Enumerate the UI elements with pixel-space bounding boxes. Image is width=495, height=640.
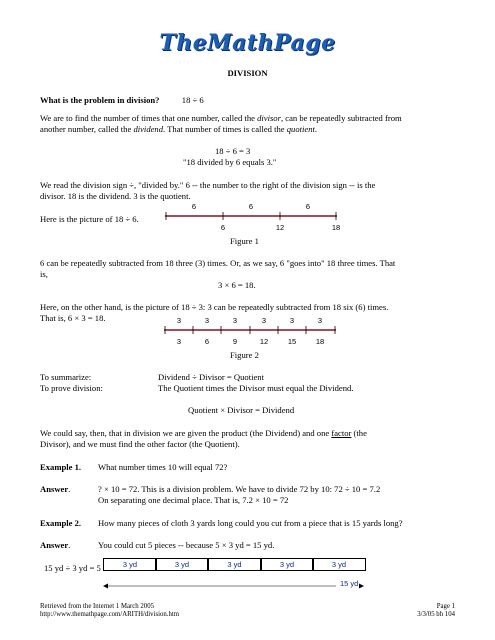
example1-answer-line1: ? × 10 = 72. This is a division problem. We have to divide 72 by 10: 72 ÷ 10 = 7.2 xyxy=(98,484,381,494)
para2-line2: divisor. 18 is the dividend. 3 is the quotient. xyxy=(40,191,191,201)
figure-2 xyxy=(164,317,344,347)
question-expr: 18 ÷ 6 xyxy=(181,95,204,105)
cloth-piece: 3 yd xyxy=(207,558,262,571)
equation-2: 3 × 6 = 18. xyxy=(218,280,256,290)
summary-label: To summarize: xyxy=(40,372,92,382)
figure2-bottom-label: 3 xyxy=(176,337,182,346)
summary-text: Dividend ÷ Divisor = Quotient xyxy=(158,372,264,382)
para5-line2: Divisor), and we must find the other factor (the Quotient). xyxy=(40,439,240,449)
example2-line xyxy=(40,518,81,529)
footer-retrieved: Retrieved from the Internet 1 March 2005 xyxy=(40,603,154,610)
footer-url[interactable]: http://www.themathpage.com/ARITH/division.htm xyxy=(40,611,180,618)
figure2-top-label: 3 xyxy=(176,316,182,325)
para4-line1: Here, on the other hand, is the picture of 18 ÷ 3: 3 can be repeatedly subtracted from 18 six (6) times. xyxy=(40,302,389,312)
figure1-caption: Figure 1 xyxy=(230,236,259,246)
example1-line xyxy=(40,462,81,473)
para1-line2: another number, called the dividend. That number of times is called the quotient. xyxy=(40,124,318,134)
para3-line2: is, xyxy=(40,269,48,279)
figure2-top-label: 3 xyxy=(317,316,323,325)
figure2-top-label: 3 xyxy=(204,316,210,325)
example2-label: Example 2. xyxy=(40,518,82,528)
question-line xyxy=(40,95,204,106)
example2-question: How many pieces of cloth 3 yards long could you cut from a piece that is 15 yards long? xyxy=(98,518,403,528)
figure2-top-label: 3 xyxy=(289,316,295,325)
cloth-piece: 3 yd xyxy=(155,558,209,571)
term-divisor: divisor xyxy=(257,113,281,123)
prove-label: To prove division: xyxy=(40,383,103,393)
para3-line1: 6 can be repeatedly subtracted from 18 three (3) times. Or, as we say, 6 "goes into" 18 three times. That xyxy=(40,258,396,268)
equation-1: 18 ÷ 6 = 3 xyxy=(215,146,251,156)
factor-link[interactable]: factor xyxy=(331,428,352,438)
footer-page: Page 1 xyxy=(436,603,455,610)
total-length-label: 15 yd xyxy=(340,579,359,588)
total-length-arrow xyxy=(103,582,365,590)
figure2-bottom-label: 6 xyxy=(204,337,210,346)
page-title: DIVISION xyxy=(227,68,268,78)
figure2-bottom-label: 12 xyxy=(259,337,269,346)
example1-question: What number times 10 will equal 72? xyxy=(98,462,228,472)
figure1-bottom-label: 12 xyxy=(275,223,285,232)
term-quotient: quotient xyxy=(286,124,315,134)
footer-date: 3/3/05 bh 104 xyxy=(417,611,455,618)
example2-answer-label: Answer. xyxy=(40,540,71,550)
figure1-intro: Here is the picture of 18 ÷ 6. xyxy=(40,214,139,224)
example1-answer-line2: On separating one decimal place. That is, 7.2 × 10 = 72 xyxy=(98,495,289,505)
example1-label: Example 1. xyxy=(40,462,82,472)
para5-line1: We could say, then, that in division we are given the product (the Dividend) and one factor (the xyxy=(40,428,367,438)
term-dividend: dividend xyxy=(133,124,164,134)
figure-1 xyxy=(165,203,345,233)
figure2-bottom-label: 9 xyxy=(232,337,238,346)
para4-line2: That is, 6 × 3 = 18. xyxy=(40,313,106,323)
figure1-top-label: 6 xyxy=(305,202,311,211)
example2-equation: 15 yd ÷ 3 yd = 5 xyxy=(44,563,101,573)
cloth-piece: 3 yd xyxy=(260,558,314,571)
equation-1-words: "18 divided by 6 equals 3." xyxy=(183,157,277,167)
site-logo: TheMathPage xyxy=(159,30,336,56)
question-label: What is the problem in division? xyxy=(40,95,160,105)
example1-answer-label: Answer. xyxy=(40,484,71,494)
cloth-piece: 3 yd xyxy=(312,558,366,571)
figure1-top-label: 6 xyxy=(191,202,197,211)
prove-text: The Quotient times the Divisor must equal the Dividend. xyxy=(158,383,354,393)
figure1-bottom-label: 6 xyxy=(220,223,226,232)
figure2-top-label: 3 xyxy=(232,316,238,325)
para2-line1: We read the division sign ÷, "divided by." 6 -- the number to the right of the division sign -- is the xyxy=(40,180,376,190)
figure2-bottom-label: 15 xyxy=(287,337,297,346)
figure1-bottom-label: 18 xyxy=(331,223,341,232)
figure2-caption: Figure 2 xyxy=(230,350,259,360)
example2-answer-text: You could cut 5 pieces -- because 5 × 3 yd = 15 yd. xyxy=(98,540,275,550)
cloth-piece: 3 yd xyxy=(103,558,157,571)
equation-3: Quotient × Divisor = Dividend xyxy=(188,405,295,415)
figure2-top-label: 3 xyxy=(261,316,267,325)
para1-line1: We are to find the number of times that one number, called the divisor, can be repeatedly subtracted from xyxy=(40,113,402,123)
figure2-bottom-label: 18 xyxy=(315,337,325,346)
figure1-top-label: 6 xyxy=(248,202,254,211)
